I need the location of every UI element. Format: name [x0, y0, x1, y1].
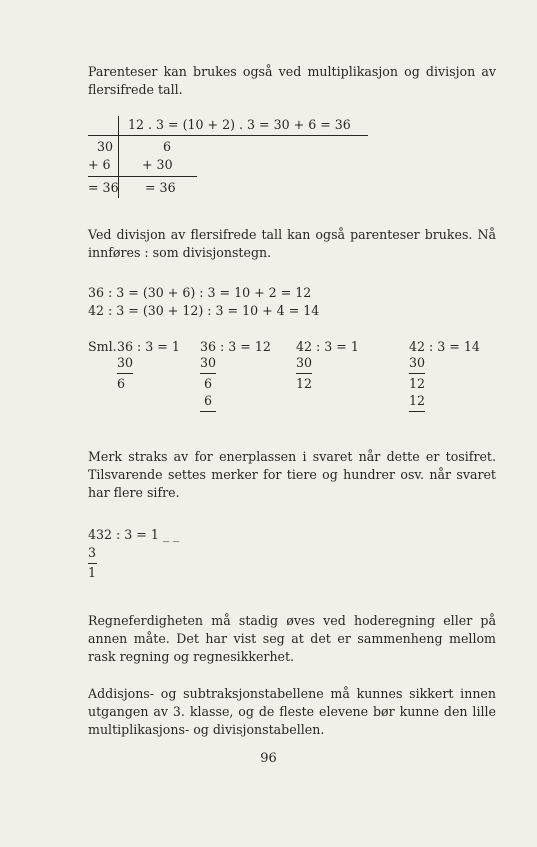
- intro-paragraph: Parenteser kan brukes også ved multiplikasjon og divisjon av flersifrede tall.: [88, 64, 496, 97]
- example-3-rule: [296, 373, 312, 374]
- mult-left-sum-rule: [88, 176, 118, 177]
- example-2-row-3: 6: [204, 393, 213, 408]
- example-432-rule: [88, 563, 97, 564]
- mult-right-sum: = 36: [145, 180, 176, 195]
- mult-header-expression: 12 . 3 = (10 + 2) . 3 = 30 + 6 = 36: [128, 117, 351, 132]
- skills-paragraph: Regneferdigheten må stadig øves ved hoderegning eller på annen måte. Det har vist seg at det er sammenheng mellom rask regning og regnesikkerhet.: [88, 613, 496, 664]
- example-432-row-1: 3: [88, 545, 97, 560]
- example-3-row-1: 30: [296, 355, 313, 370]
- example-4-rule-2: [409, 411, 425, 412]
- example-3-row-2: 12: [296, 376, 313, 391]
- division-intro-paragraph: Ved divisjon av flersifrede tall kan også parenteser brukes. Nå innføres : som divisjonstegn.: [88, 227, 496, 260]
- example-432-header: 432 : 3 = 1 _ _: [88, 527, 180, 542]
- tables-paragraph: Addisjons- og subtraksjonstabellene må kunnes sikkert innen utgangen av 3. klasse, og de fleste elevene bør kunne den lille multiplikasjons- og divisjonstabellen.: [88, 686, 496, 737]
- example-2-row-2: 6: [204, 376, 213, 391]
- note-paragraph: Merk straks av for enerplassen i svaret når dette er tosifret. Tilsvarende settes merker for tiere og hundrer osv. når svaret har flere sifre.: [88, 449, 496, 500]
- example-3-header: 42 : 3 = 1: [296, 339, 359, 354]
- example-2-row-1: 30: [200, 355, 217, 370]
- mult-left-row-2: + 6: [88, 157, 111, 172]
- example-2-header: 36 : 3 = 12: [200, 339, 271, 354]
- example-2-rule-2: [200, 411, 216, 412]
- mult-right-sum-rule: [119, 176, 197, 177]
- example-1-rule: [117, 373, 133, 374]
- mult-right-row-1: 6: [163, 139, 172, 154]
- comparison-label: Sml.: [88, 339, 117, 354]
- example-4-row-1: 30: [409, 355, 426, 370]
- example-1-row-2: 6: [117, 376, 126, 391]
- mult-left-row-1: 30: [97, 139, 114, 154]
- example-4-row-2: 12: [409, 376, 426, 391]
- example-4-row-3: 12: [409, 393, 426, 408]
- example-2-rule-1: [200, 373, 216, 374]
- mult-right-row-2: + 30: [142, 157, 173, 172]
- example-4-header: 42 : 3 = 14: [409, 339, 480, 354]
- division-line-1: 36 : 3 = (30 + 6) : 3 = 10 + 2 = 12: [88, 285, 312, 300]
- page-number: 96: [260, 751, 277, 766]
- division-line-2: 42 : 3 = (30 + 12) : 3 = 10 + 4 = 14: [88, 303, 320, 318]
- mult-left-sum: = 36: [88, 180, 119, 195]
- example-4-rule-1: [409, 373, 425, 374]
- example-432-row-2: 1: [88, 565, 97, 580]
- example-1-row-1: 30: [117, 355, 134, 370]
- example-1-header: 36 : 3 = 1: [117, 339, 180, 354]
- mult-header-rule: [88, 135, 368, 136]
